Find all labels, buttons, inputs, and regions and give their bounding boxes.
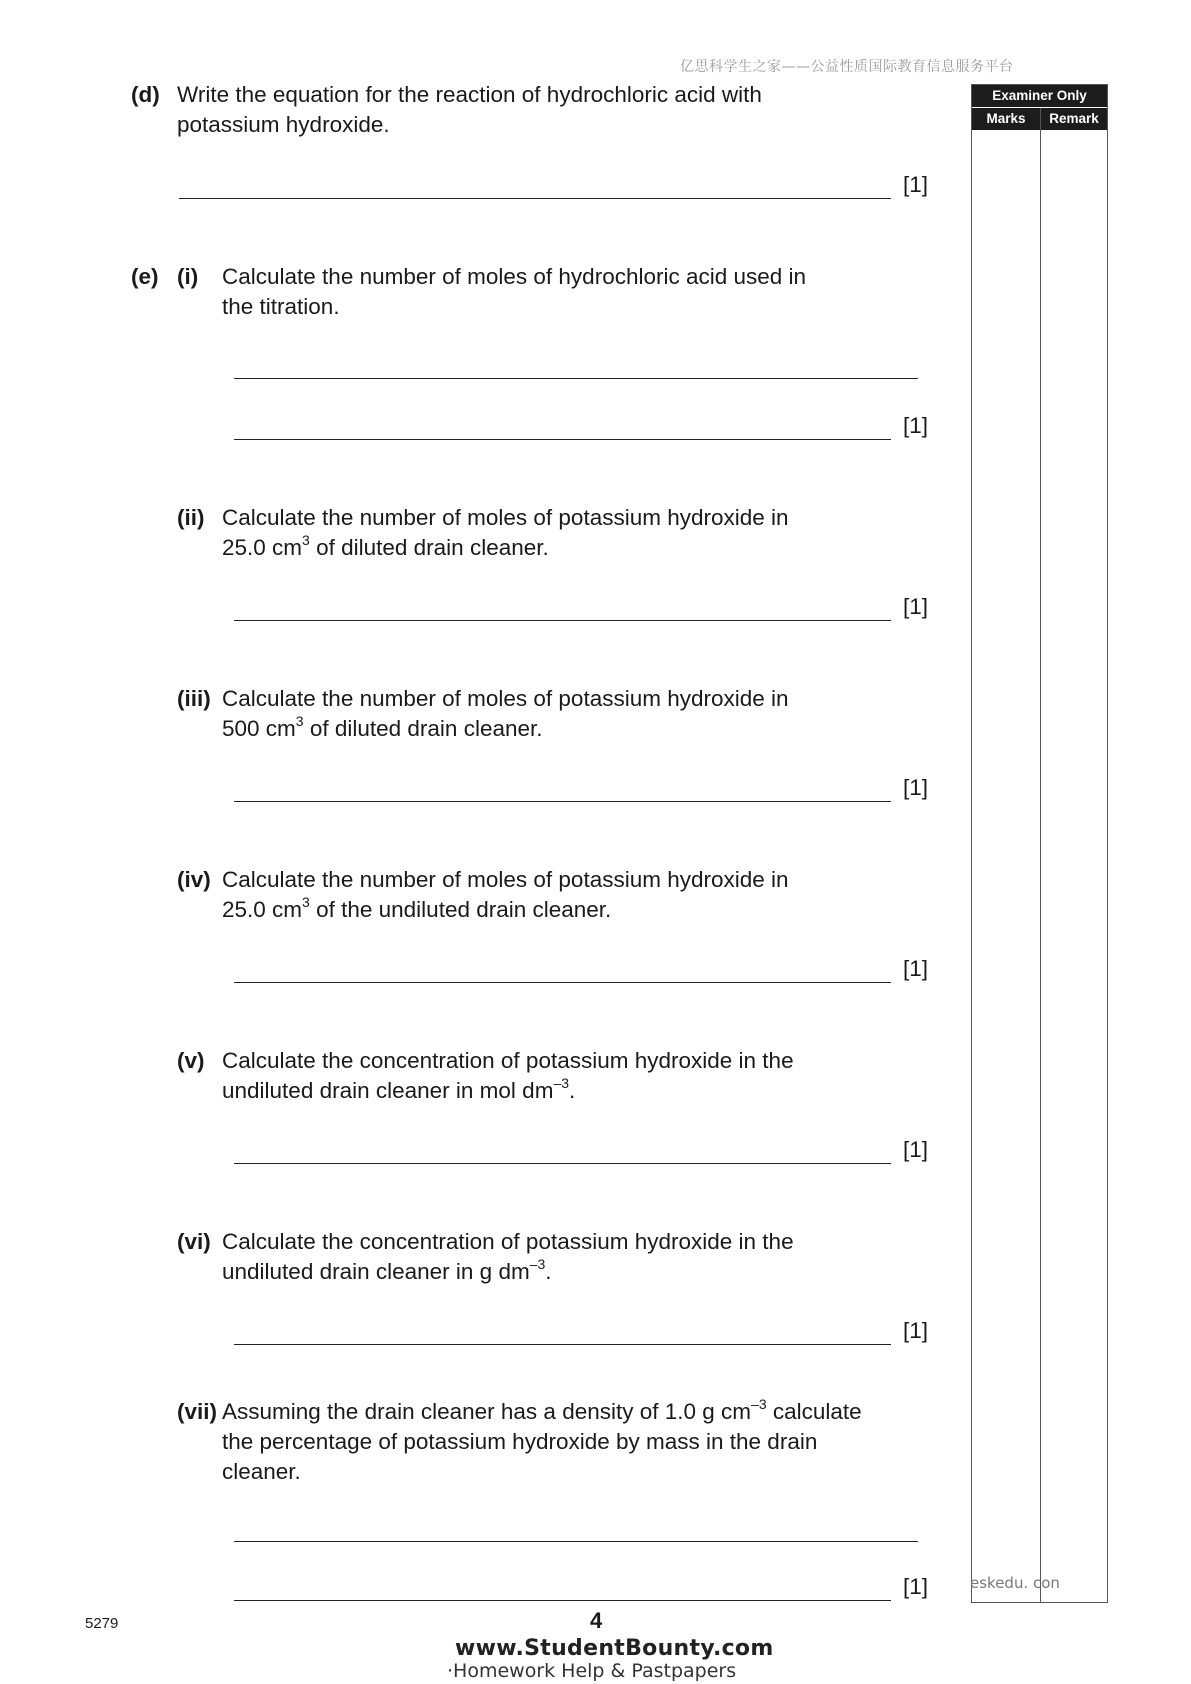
question-e-vii-text-line3: cleaner. [222, 1459, 301, 1484]
question-e-ii-text-line1: Calculate the number of moles of potassium hydroxide in [222, 505, 789, 530]
answer-line-e-v[interactable] [234, 1163, 891, 1164]
paper-code: 5279 [85, 1615, 119, 1632]
mark-e-iv: [1] [903, 956, 929, 981]
eskedu-watermark: eskedu. con [970, 1574, 1060, 1592]
question-e-i-label: (i) [177, 264, 199, 289]
mark-e-iii: [1] [903, 775, 929, 800]
answer-line-e-ii[interactable] [234, 620, 891, 621]
page-number: 4 [590, 1608, 603, 1633]
question-e-iii-label: (iii) [177, 686, 211, 711]
question-e-vii-label: (vii) [177, 1399, 218, 1424]
studentbounty-url[interactable]: www.StudentBounty.com [455, 1636, 774, 1661]
question-e-iii-text-line1: Calculate the number of moles of potassium hydroxide in [222, 686, 789, 711]
question-e-v-text-line1: Calculate the concentration of potassium hydroxide in the [222, 1048, 794, 1073]
question-d-text-line2: potassium hydroxide. [177, 112, 390, 137]
question-e-vi-text-line1: Calculate the concentration of potassium hydroxide in the [222, 1229, 794, 1254]
mark-e-i: [1] [903, 413, 929, 438]
studentbounty-tagline: ·Homework Help & Pastpapers [447, 1660, 737, 1682]
question-e-iv-label: (iv) [177, 867, 211, 892]
mark-e-v: [1] [903, 1137, 929, 1162]
question-e-vi-label: (vi) [177, 1229, 211, 1254]
question-e-i-text-line1: Calculate the number of moles of hydrochloric acid used in [222, 264, 807, 289]
answer-line-e-iii[interactable] [234, 801, 891, 802]
question-d-text-line1: Write the equation for the reaction of hydrochloric acid with [177, 82, 762, 107]
question-e-v-text-line2: undiluted drain cleaner in mol $dm^{-3}$. [222, 1074, 576, 1103]
mark-e-vi: [1] [903, 1318, 929, 1343]
answer-line-d[interactable] [179, 198, 891, 199]
answer-line-e-iv[interactable] [234, 982, 891, 983]
answer-line-e-vi[interactable] [234, 1344, 891, 1345]
mark-e-vii: [1] [903, 1574, 929, 1599]
answer-line-e-vii-2[interactable] [234, 1600, 891, 1601]
question-e-iii-text-line2: 500 $cm^3$ of diluted drain cleaner. [222, 712, 543, 741]
question-e-iv-text-line2: 25.0 $cm^3$ of the undiluted drain cleaner. [222, 893, 612, 922]
question-e-iv-text-line1: Calculate the number of moles of potassium hydroxide in [222, 867, 789, 892]
watermark-header: 亿思科学生之家——公益性质国际教育信息服务平台 [680, 59, 1014, 75]
examiner-only-box [971, 84, 1108, 1603]
answer-line-e-i-2[interactable] [234, 439, 891, 440]
mark-d: [1] [903, 172, 929, 197]
question-e-vi-text-line2: undiluted drain cleaner in g $dm^{-3}$. [222, 1255, 552, 1284]
examiner-column-divider [1040, 108, 1041, 1602]
question-e-i-text-line2: the titration. [222, 294, 340, 319]
question-e-ii-label: (ii) [177, 505, 205, 530]
answer-line-e-i-1[interactable] [234, 378, 918, 379]
mark-e-ii: [1] [903, 594, 929, 619]
answer-line-e-vii-1[interactable] [234, 1541, 918, 1542]
question-e-ii-text-line2: 25.0 $cm^3$ of diluted drain cleaner. [222, 531, 549, 560]
question-e-label: (e) [131, 264, 159, 289]
marks-header: Marks [972, 108, 1040, 130]
remark-header: Remark [1041, 108, 1107, 130]
question-e-vii-text-line1: Assuming the drain cleaner has a density of 1.0 g $cm^{-3}$ calculate [222, 1395, 862, 1424]
question-d-label: (d) [131, 82, 160, 107]
question-e-vii-text-line2: the percentage of potassium hydroxide by mass in the drain [222, 1429, 818, 1454]
examiner-only-title: Examiner Only [972, 85, 1107, 107]
question-e-v-label: (v) [177, 1048, 205, 1073]
